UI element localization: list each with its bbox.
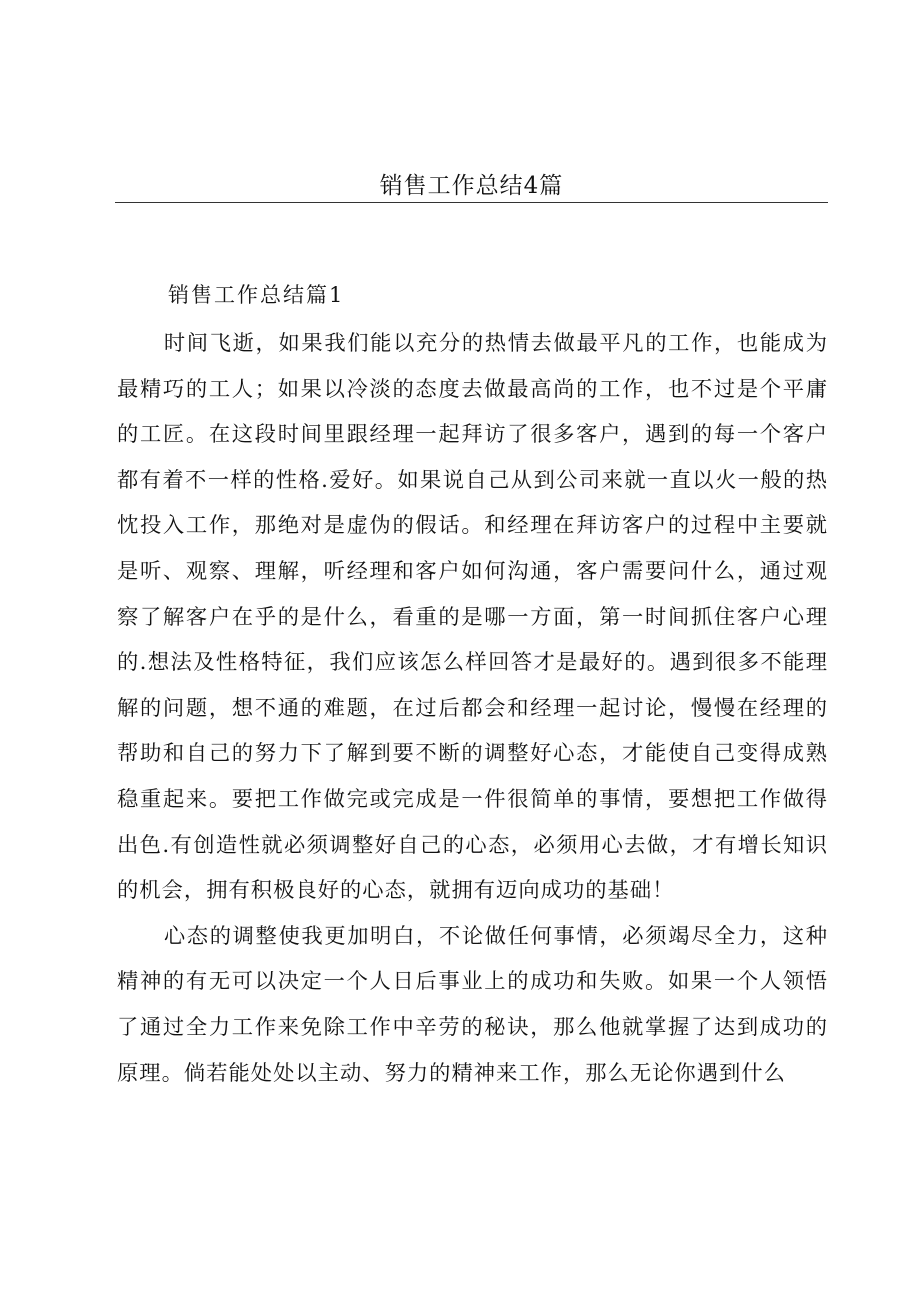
paragraph: 时间飞逝，如果我们能以充分的热情去做最平凡的工作，也能成为最精巧的工人；如果以冷淡的态度去做最高尚的工作，也不过是个平庸的工匠。在这段时间里跟经理一起拜访了很多客户，遇到的每一个客户都有着不一样的性格.爱好。如果说自己从到公司来就一直以火一般的热忱投入工作，那绝对是虚伪的假话。和经理在拜访客户的过程中主要就是听、观察、理解，听经理和客户如何沟通，客户需要问什么，通过观察了解客户在乎的是什么，看重的是哪一方面，第一时间抓住客户心理的.想法及性格特征，我们应该怎么样回答才是最好的。遇到很多不能理解的问题，想不通的难题，在过后都会和经理一起讨论，慢慢在经理的帮助和自己的努力下了解到要不断的调整好心态，才能使自己变得成熟稳重起来。要把工作做完或完成是一件很简单的事情，要想把工作做得出色.有创造性就必须调整好自己的心态，必须用心去做，才有增长知识的机会，拥有积极良好的心态，就拥有迈向成功的基础！	[117, 331, 828, 904]
document-title: 销售工作总结4篇	[379, 173, 564, 199]
document-body	[117, 321, 828, 1096]
paragraph: 心态的调整使我更加明白，不论做任何事情，必须竭尽全力，这种精神的有无可以决定一个人日后事业上的成功和失败。如果一个人领悟了通过全力工作来免除工作中辛劳的秘诀，那么他就掌握了达到成功的原理。倘若能处处以主动、努力的精神来工作，那么无论你遇到什么	[117, 923, 828, 1086]
section-heading: 销售工作总结篇1	[168, 283, 345, 307]
title-underline	[115, 202, 828, 203]
